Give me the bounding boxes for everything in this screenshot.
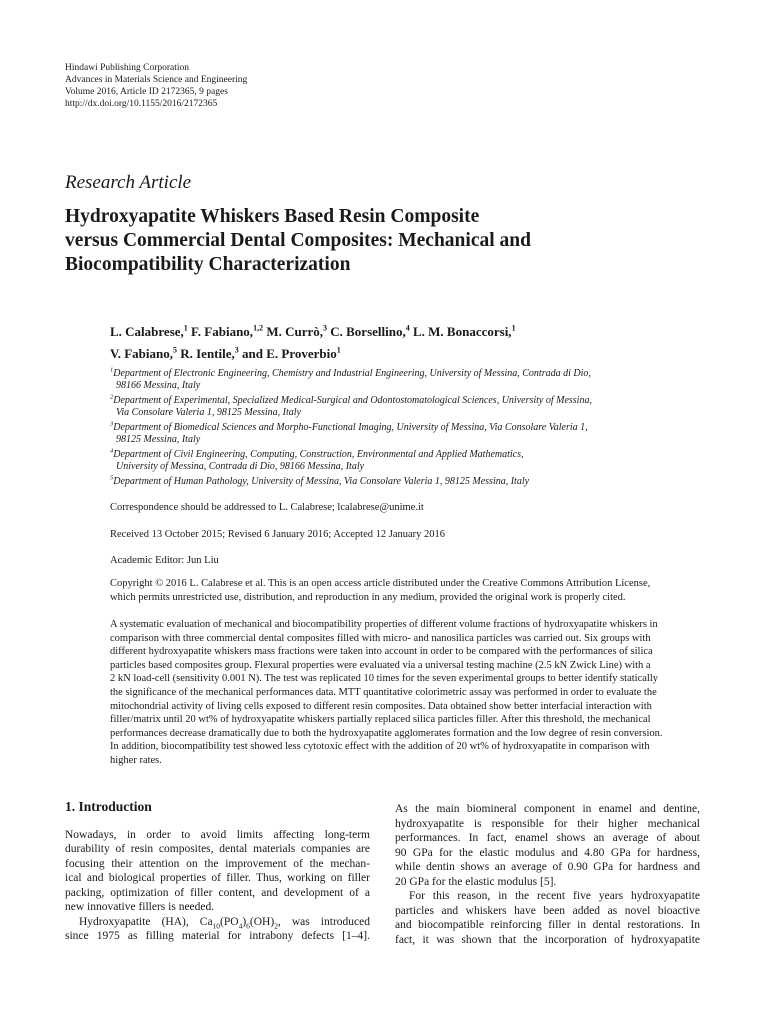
- affiliation-text: Department of Experimental, Specialized Medical-Surgical and Odontostomatological Sciences, University of Messina,: [113, 395, 592, 406]
- body-line: 90 GPa for the elastic modulus and 4.80 GPa for hardness,: [395, 846, 700, 859]
- affiliation: [110, 449, 670, 472]
- author-affil-ref: 1: [511, 323, 516, 333]
- affiliation: [110, 422, 670, 445]
- correspondence: Correspondence should be addressed to L. Calabrese; lcalabrese@unime.it: [110, 502, 424, 513]
- author-affil-ref: 3: [323, 323, 327, 333]
- copyright-notice: [110, 577, 700, 604]
- author-affil-ref: 5: [172, 345, 177, 355]
- body-line: packing, optimization of filler content, and development of a: [65, 886, 370, 899]
- copyright-line: Copyright © 2016 L. Calabrese et al. This is an open access article distributed under the Creative Commons Attribution License,: [110, 578, 651, 589]
- title-line: Biocompatibility Characterization: [65, 254, 351, 275]
- affiliation-text: Department of Biomedical Sciences and Morpho-Functional Imaging, University of Messina, Via Consolare Valeria 1,: [113, 422, 588, 433]
- copyright-line: which permits unrestricted use, distribution, and reproduction in any medium, provided the original work is properly cited.: [110, 591, 626, 603]
- author-name: C. Borsellino,: [330, 324, 406, 339]
- body-line: particles and whiskers have been added as novel bioactive: [395, 904, 700, 917]
- affiliation-number: 4: [110, 447, 114, 455]
- journal-name: Advances in Materials Science and Engineering: [65, 75, 248, 85]
- body-line: since 1975 as filling material for intrabony defects [1–4].: [65, 930, 370, 942]
- author-line: [110, 321, 710, 343]
- affiliation: [110, 395, 670, 418]
- body-line: ical and biological properties of filler. Thus, working on filler: [65, 872, 370, 884]
- author-affil-ref: 1,2: [253, 323, 264, 333]
- affiliation-text: 98125 Messina, Italy: [116, 433, 201, 445]
- publisher-name: Hindawi Publishing Corporation: [65, 63, 190, 73]
- affiliation-text: 98166 Messina, Italy: [116, 379, 201, 391]
- body-line: Nowadays, in order to avoid limits affecting long-term: [65, 828, 370, 841]
- doi-link[interactable]: http://dx.doi.org/10.1155/2016/2172365: [65, 99, 218, 109]
- affiliation-list: [110, 368, 670, 492]
- abstract-line: different hydroxyapatite whiskers mass fractions were taken into account in order to be compared with the performances of silica: [110, 646, 653, 658]
- body-line: durability of resin composites, dental materials companies are: [65, 843, 370, 855]
- abstract-line: 2 kN load-cell (sensitivity 0.001 N). The test was replicated 10 times for the seven experimental groups to better identify statically: [110, 673, 658, 685]
- abstract-line: higher rates.: [110, 754, 162, 766]
- abstract-line: particles based composites group. Flexural properties were evaluated via a universal testing machine (2.5 kN Zwick Line) with a: [110, 659, 651, 671]
- abstract: [110, 618, 700, 768]
- author-name: and E. Proverbio: [242, 346, 337, 361]
- author-affil-ref: 4: [405, 323, 410, 333]
- affiliation-text: Department of Human Pathology, University of Messina, Via Consolare Valeria 1, 98125 Messina, Italy: [113, 476, 530, 487]
- body-line: and biocompatible reinforcing filler in dental restorations. In: [395, 919, 700, 931]
- abstract-line: the significance of the mechanical performances data. MTT quantitative colorimetric assay was performed in order to evaluate the: [110, 686, 657, 698]
- abstract-line: comparison with three commercial dental composites filled with micro- and nanosilica particles was carried out. Six groups with: [110, 632, 651, 644]
- author-name: L. M. Bonaccorsi,: [412, 324, 512, 339]
- author-affil-ref: 3: [234, 345, 239, 355]
- affiliation: [110, 476, 670, 488]
- author-list: [110, 321, 710, 365]
- publisher-header: [65, 62, 247, 110]
- body-line: while dentin shows an average of 0.90 GPa for hardness and: [395, 861, 700, 873]
- author-name: V. Fabiano,: [110, 346, 173, 361]
- affiliation-text: Department of Electronic Engineering, Chemistry and Industrial Engineering, University of Messina, Contrada di Dio,: [113, 368, 591, 379]
- author-name: L. Calabrese,: [110, 324, 184, 339]
- author-affil-ref: 1: [183, 323, 188, 333]
- academic-editor: Academic Editor: Jun Liu: [110, 555, 219, 566]
- article-dates: Received 13 October 2015; Revised 6 January 2016; Accepted 12 January 2016: [110, 529, 446, 540]
- article-title: [65, 205, 705, 277]
- title-line: versus Commercial Dental Composites: Mechanical and: [65, 230, 531, 251]
- section-heading: 1. Introduction: [65, 799, 152, 814]
- author-affil-ref: 1: [336, 345, 341, 355]
- body-line: 20 GPa for the elastic modulus [5].: [395, 875, 557, 888]
- title-line: Hydroxyapatite Whiskers Based Resin Composite: [65, 206, 480, 227]
- affiliation-text: Via Consolare Valeria 1, 98125 Messina, Italy: [116, 406, 301, 418]
- body-line: focusing their attention on the improvement of the mechan-: [65, 857, 370, 870]
- affiliation-text: University of Messina, Contrada di Dio, 98166 Messina, Italy: [116, 460, 365, 472]
- right-column: [395, 802, 700, 947]
- volume-info: Volume 2016, Article ID 2172365, 9 pages: [65, 87, 228, 97]
- affiliation-text: Department of Civil Engineering, Computing, Construction, Environmental and Applied Mathematics,: [113, 449, 524, 460]
- author-name: F. Fabiano,: [191, 324, 254, 339]
- affiliation-number: 5: [110, 474, 114, 482]
- abstract-line: In addition, biocompatibility test showed less cytotoxic effect with the addition of 20 wt% of hydroxyapatite in comparison with: [110, 741, 650, 753]
- body-line: For this reason, in the recent five years hydroxyapatite: [409, 890, 700, 902]
- body-line: Hydroxyapatite (HA), $Ca_{10}(PO_4)_6(OH)_2$, was introduced: [79, 915, 370, 930]
- author-name: M. Currò,: [266, 324, 323, 339]
- left-column: [65, 800, 370, 944]
- author-name: R. Ientile,: [180, 346, 235, 361]
- abstract-line: mitochondrial activity of living cells exposed to different resin composites. Data obtained show better interfacial interaction with: [110, 700, 652, 712]
- body-line: As the main biomineral component in enamel and dentine,: [395, 803, 700, 815]
- abstract-line: filler/matrix until 20 wt% of hydroxyapatite whiskers partially replaced silica particles filler. After this threshold, the mechanical: [110, 714, 651, 726]
- affiliation-number: 3: [110, 420, 114, 428]
- body-line: fact, it was shown that the incorporation of hydroxyapatite: [395, 933, 700, 946]
- article-type: Research Article: [65, 172, 192, 193]
- affiliation-number: 1: [110, 366, 114, 374]
- author-line: [110, 343, 710, 365]
- body-line: performances. In fact, enamel shows an average of about: [395, 832, 700, 844]
- abstract-line: A systematic evaluation of mechanical and biocompatibility properties of different volume fractions of hydroxyapatite whiskers in: [110, 619, 658, 630]
- abstract-line: performances decrease dramatically due to both the hydroxyapatite agglomerates formation and the low degree of resin conversion.: [110, 727, 663, 739]
- body-line: hydroxyapatite is responsible for their higher mechanical: [395, 817, 700, 830]
- affiliation-number: 2: [110, 393, 114, 401]
- body-line: new innovative fillers is needed.: [65, 901, 215, 913]
- affiliation: [110, 368, 670, 391]
